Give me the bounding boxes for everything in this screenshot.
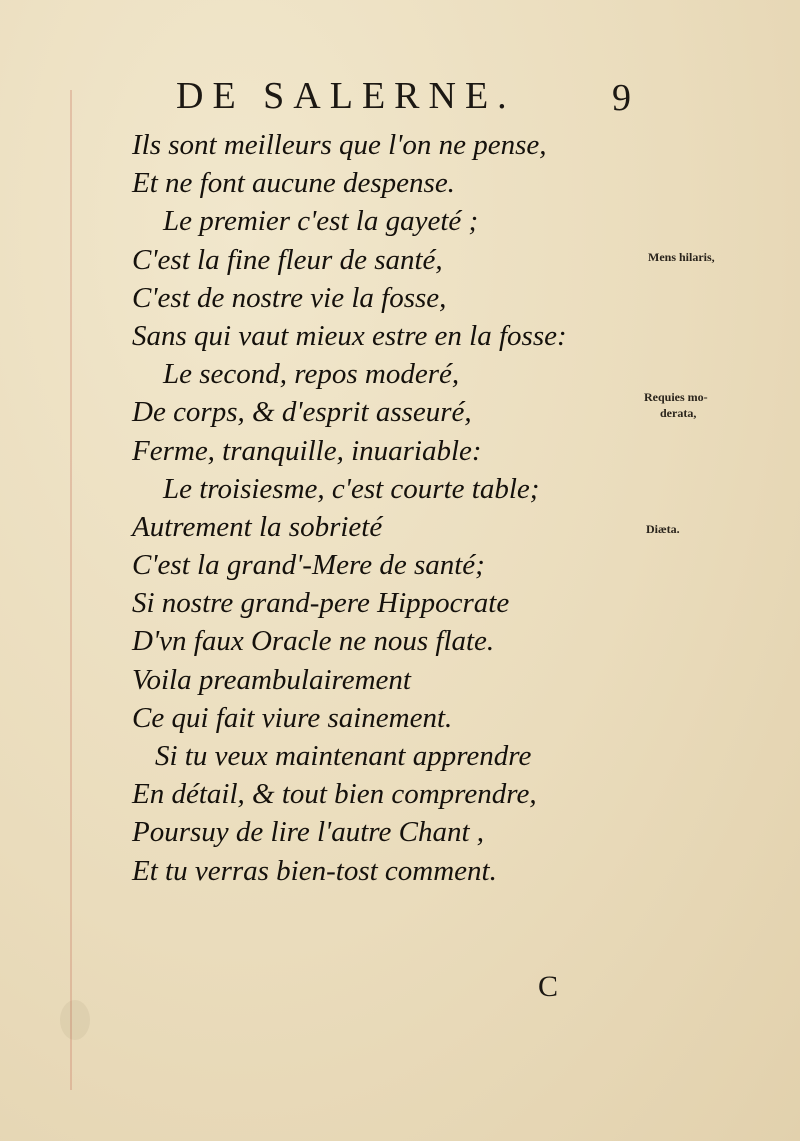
verse-line: Autrement la sobrieté xyxy=(132,510,383,543)
verse-line: Voila preambulairement xyxy=(132,663,411,696)
ink-smudge xyxy=(60,1000,90,1040)
verse-line: De corps, & d'esprit asseuré, xyxy=(132,396,472,429)
verse-line: Poursuy de lire l'autre Chant , xyxy=(132,816,485,849)
verse-line: En détail, & tout bien comprendre, xyxy=(132,778,537,811)
verse-line: Ce qui fait viure sainement. xyxy=(132,701,453,734)
margin-note-mens-hilaris: Mens hilaris, xyxy=(648,250,715,264)
verse-line: Ils sont meilleurs que l'on ne pense, xyxy=(132,129,547,161)
margin-note-requies-line2: derata, xyxy=(660,406,697,420)
verse-line: Le second, repos moderé, xyxy=(163,358,460,391)
verse-line: Si nostre grand-pere Hippocrate xyxy=(132,587,510,620)
running-head: DE SALERNE. xyxy=(176,75,516,117)
verse-line: Le troisiesme, c'est courte table; xyxy=(163,472,540,505)
verse-text xyxy=(0,126,640,890)
verse-line: Si tu veux maintenant apprendre xyxy=(155,740,532,772)
verse-line: D'vn faux Oracle ne nous flate. xyxy=(132,625,495,658)
margin-note-requies-line1: Requies mo- xyxy=(644,390,708,404)
signature-mark: C xyxy=(538,970,559,1003)
verse-line: Ferme, tranquille, inuariable: xyxy=(132,434,482,467)
verse-line: C'est la fine fleur de santé, xyxy=(132,243,443,276)
verse-line: C'est la grand'-Mere de santé; xyxy=(132,549,485,582)
verse-line: Et tu verras bien-tost comment. xyxy=(132,854,497,887)
verse-line: C'est de nostre vie la fosse, xyxy=(132,281,447,314)
verse-line: Sans qui vaut mieux estre en la fosse: xyxy=(132,319,567,352)
verse-line: Et ne font aucune despense. xyxy=(132,167,455,200)
verse-line: Le premier c'est la gayeté ; xyxy=(163,205,479,238)
margin-note-dieta: Diæta. xyxy=(646,522,680,536)
page-number: 9 xyxy=(612,77,631,119)
